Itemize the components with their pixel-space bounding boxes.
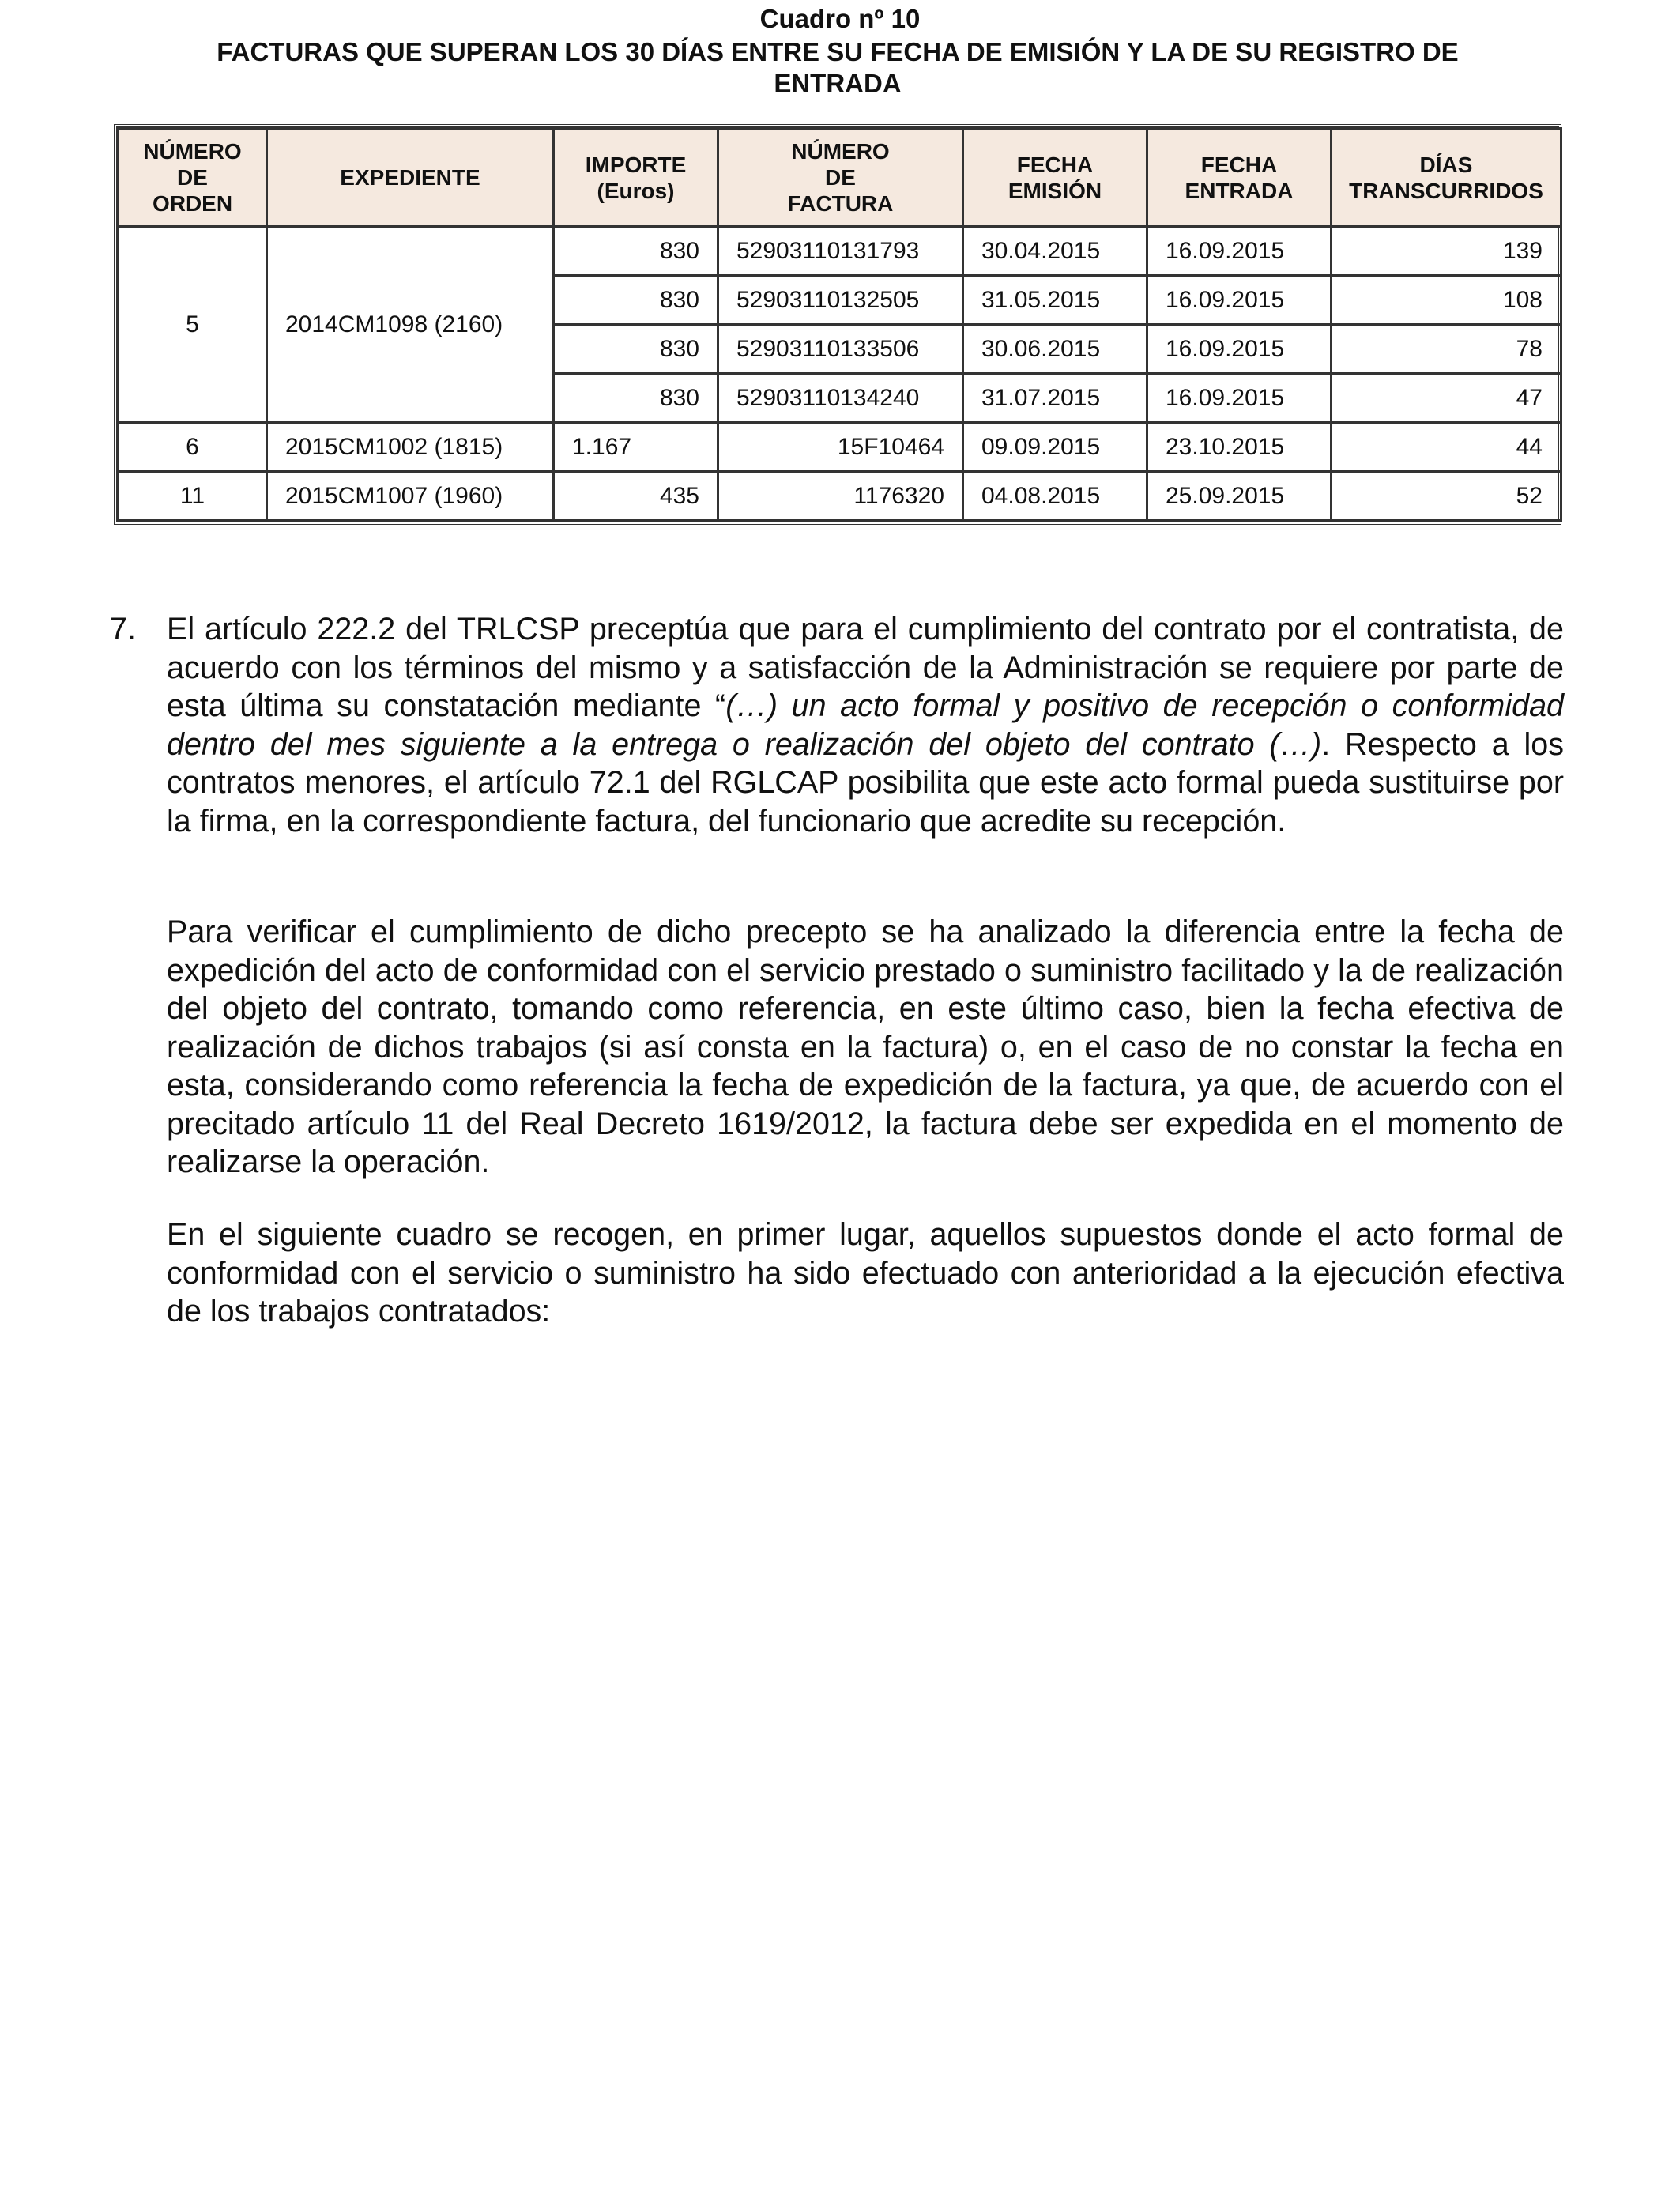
table-row (119, 227, 1561, 276)
cell-orden: 11 (119, 472, 267, 521)
cell-factura: 15F10464 (718, 423, 963, 472)
header-fecha-emision: FECHA EMISIÓN (963, 129, 1147, 227)
cell-importe: 830 (554, 276, 718, 325)
paragraph-7-quote: (…) un acto formal y positivo de recepción o conformidad dentro del mes siguiente a la entrega o realización del objeto del contrato (…) (167, 688, 1565, 762)
cell-importe: 830 (554, 374, 718, 423)
cell-fecha-emision: 31.07.2015 (963, 374, 1147, 423)
cell-fecha-emision: 04.08.2015 (963, 472, 1147, 521)
table-header-row (119, 129, 1561, 227)
cell-importe: 830 (554, 227, 718, 276)
cell-factura: 1176320 (718, 472, 963, 521)
cell-fecha-entrada: 25.09.2015 (1147, 472, 1332, 521)
cell-factura: 52903110134240 (718, 374, 963, 423)
cell-fecha-emision: 09.09.2015 (963, 423, 1147, 472)
paragraph-next-table-intro: En el siguiente cuadro se recogen, en primer lugar, aquellos supuestos donde el acto formal de conformidad con el servicio o suministro ha sido efectuado con anterioridad a la ejecución efectiva de los trabajos contratados: (167, 1217, 1564, 1329)
header-numero-factura: NÚMERO DE FACTURA (718, 129, 963, 227)
header-importe: IMPORTE (Euros) (554, 129, 718, 227)
cell-fecha-entrada: 16.09.2015 (1147, 374, 1332, 423)
cell-orden: 5 (119, 227, 267, 423)
paragraph-verification: Para verificar el cumplimiento de dicho precepto se ha analizado la diferencia entre la fecha de expedición del acto de conformidad con el servicio prestado o suministro facilitado y la de realización del objeto del contrato, tomando como referencia, en este último caso, bien la fecha efectiva de realización de dichos trabajos (si así consta en la factura) o, en el caso de no constar la fecha en esta, considerando como referencia la fecha de expedición de la factura, ya que, de acuerdo con el precitado artículo 11 del Real Decreto 1619/2012, la factura debe ser expedida en el momento de realizarse la operación. (167, 914, 1564, 1179)
cell-fecha-entrada: 16.09.2015 (1147, 227, 1332, 276)
cell-fecha-emision: 31.05.2015 (963, 276, 1147, 325)
cell-fecha-entrada: 16.09.2015 (1147, 276, 1332, 325)
cell-factura: 52903110131793 (718, 227, 963, 276)
cell-fecha-entrada: 16.09.2015 (1147, 325, 1332, 374)
table-row (119, 423, 1561, 472)
table-row (119, 472, 1561, 521)
cell-expediente: 2015CM1007 (1960) (267, 472, 554, 521)
cell-fecha-emision: 30.06.2015 (963, 325, 1147, 374)
header-fecha-entrada: FECHA ENTRADA (1147, 129, 1332, 227)
cell-orden: 6 (119, 423, 267, 472)
cell-expediente: 2014CM1098 (2160) (267, 227, 554, 423)
header-numero-orden: NÚMERO DE ORDEN (119, 129, 267, 227)
cell-fecha-entrada: 23.10.2015 (1147, 423, 1332, 472)
paragraph-7 (167, 610, 1564, 840)
cell-expediente: 2015CM1002 (1815) (267, 423, 554, 472)
paragraph-number: 7. (110, 612, 136, 647)
invoices-table (114, 124, 1561, 525)
cell-fecha-emision: 30.04.2015 (963, 227, 1147, 276)
cell-dias: 47 (1332, 374, 1561, 423)
cell-factura: 52903110133506 (718, 325, 963, 374)
cell-importe: 435 (554, 472, 718, 521)
cell-dias: 44 (1332, 423, 1561, 472)
cell-dias: 108 (1332, 276, 1561, 325)
cell-importe: 1.167 (554, 423, 718, 472)
table-caption-number: Cuadro nº 10 (759, 4, 921, 33)
cell-dias: 78 (1332, 325, 1561, 374)
header-expediente: EXPEDIENTE (267, 129, 554, 227)
paragraph-7-text-b: . Respecto a los contratos menores, el artículo 72.1 del RGLCAP posibilita que este acto formal pueda sustituirse por la firma, en la correspondiente factura, del funcionario que acredite su recepción. (167, 726, 1564, 839)
cell-importe: 830 (554, 325, 718, 374)
cell-factura: 52903110132505 (718, 276, 963, 325)
paragraph-7-text-a: El artículo 222.2 del TRLCSP preceptúa que para el cumplimiento del contrato por el contratista, de acuerdo con los términos del mismo y a satisfacción de la Administración se requiere por parte de esta última su constatación mediante “ (167, 612, 1564, 723)
cell-dias: 139 (1332, 227, 1561, 276)
cell-dias: 52 (1332, 472, 1561, 521)
header-dias-transcurridos: DÍAS TRANSCURRIDOS (1332, 129, 1561, 227)
table-caption-title: FACTURAS QUE SUPERAN LOS 30 DÍAS ENTRE SU FECHA DE EMISIÓN Y LA DE SU REGISTRO DE ENTRADA (217, 37, 1459, 98)
